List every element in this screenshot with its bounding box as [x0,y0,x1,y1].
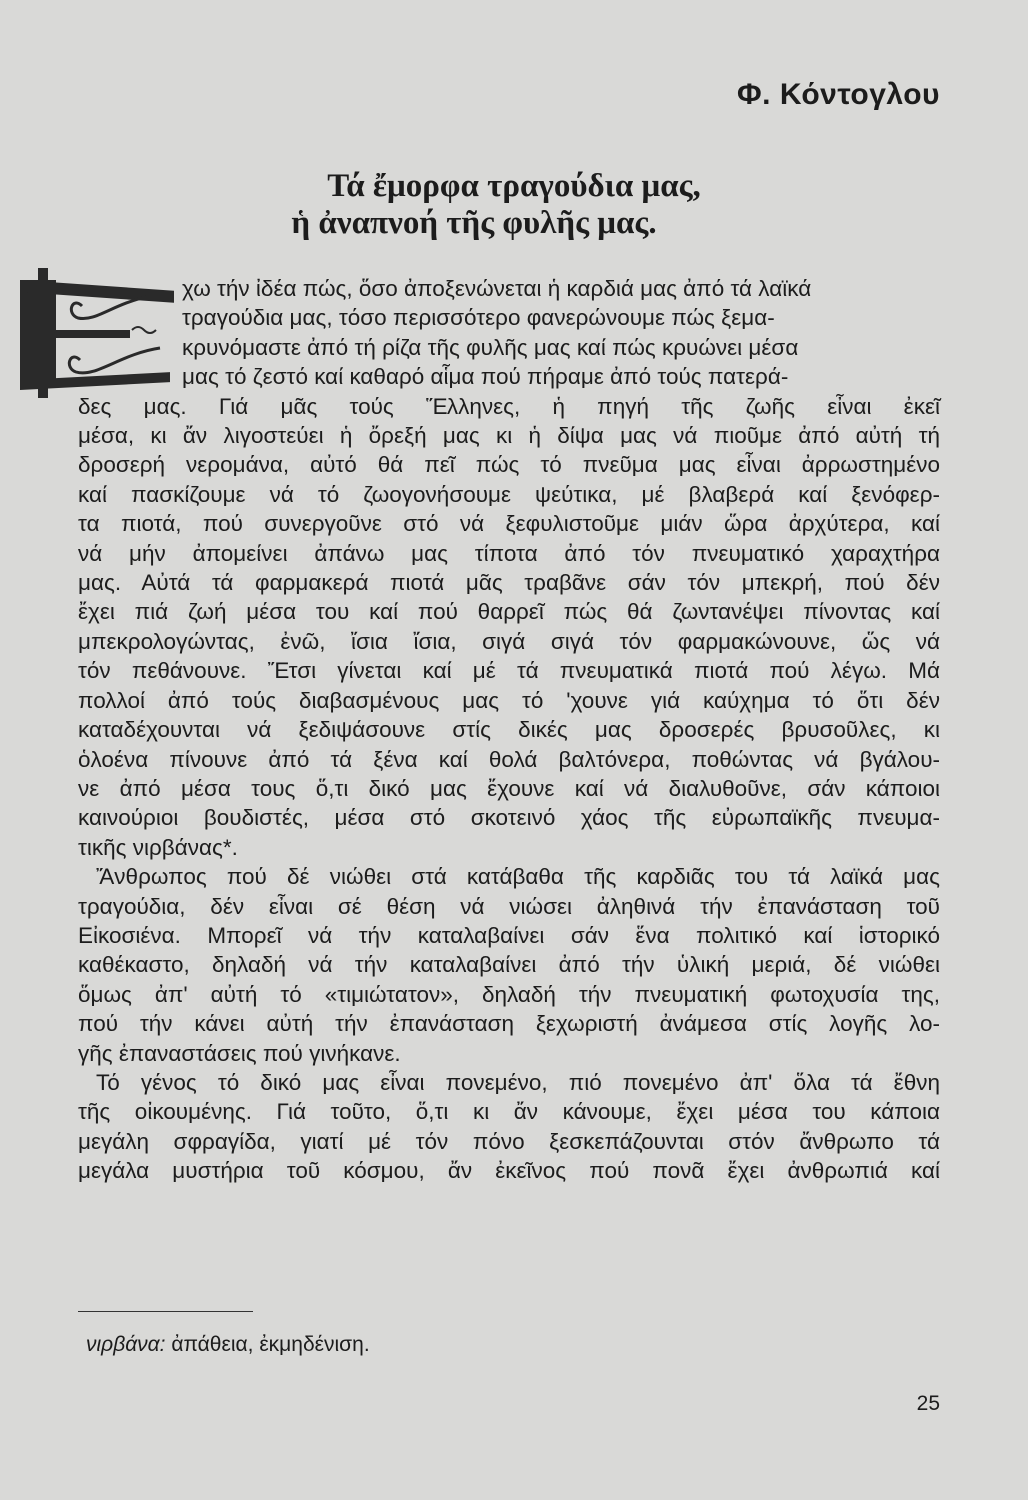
text-line: τραγούδια, δέν εἶναι σέ θέση νά νιώσει ἀληθινά τήν ἐπανάσταση τοῦ [78,893,940,919]
title-line-1: Τά ἔμορφα τραγούδια μας, [327,168,701,204]
text-line: πού τήν κάνει αὐτή τήν ἐπανάσταση ξεχωριστή ἀνάμεσα στίς λογῆς λο- [78,1011,940,1037]
text-line: κρυνόμαστε ἀπό τή ρίζα τῆς φυλῆς μας καί πώς κρυώνει μέσα [182,334,799,360]
text-line: ὅμως ἀπ' αὐτή τό «τιμιώτατον», δηλαδή τήν πνευματική φωτοχυσία της, [78,981,940,1007]
text-line: τα πιοτά, πού συνεργοῦνε στό νά ξεφυλιστοῦμε μιάν ὥρα ἀρχύτερα, καί [78,511,940,537]
title-line-2: ἡ ἀναπνοή τῆς φυλῆς μας. [291,205,657,241]
author-name: Φ. Κόντογλου [737,78,940,111]
text-line: δροσερή νερομάνα, αὐτό θά πεῖ πώς τό πνεῦμα μας εἶναι ἀρρωστημένο [78,452,940,478]
text-line: πολλοί ἀπό τούς διαβασμένους μας τό 'χουνε γιά καύχημα τό ὅτι δέν [78,687,940,713]
footnote [86,1333,370,1357]
text-line: Ἄνθρωπος πού δέ νιώθει στά κατάβαθα τῆς καρδιᾶς του τά λαϊκά μας [96,864,940,890]
text-line: Τό γένος τό δικό μας εἶναι πονεμένο, πιό πονεμένο ἀπ' ὅλα τά ἔθνη [96,1069,940,1095]
text-line: μας. Αὐτά τά φαρμακερά πιοτά μᾶς τραβᾶνε σάν τόν μπεκρή, πού δέν [78,570,940,596]
text-line: ἔχει πιά ζωή μέσα του καί πού θαρρεῖ πώς θά ζωντανέψει πίνοντας καί [78,599,940,625]
page-number: 25 [916,1392,940,1415]
text-line: μέσα, κι ἄν λιγοστεύει ἡ ὄρεξή μας κι ἡ δίψα μας νά πιοῦμε ἀπό αὐτή τή [78,423,940,449]
text-line: ὁλοένα πίνουνε ἀπό τά ξένα καί θολά βαλτόνερα, ποθώντας νά βγάλου- [78,746,940,772]
text-line: τόν πεθάνουνε. Ἔτσι γίνεται καί μέ τά πνευματικά πιοτά πού λέγω. Μά [78,658,940,684]
text-line: νά μήν ἀπομείνει ἀπάνω μας τίποτα ἀπό τόν πνευματικό χαραχτήρα [78,540,940,566]
text-line: καί πασκίζουμε νά τό ζωογονήσουμε ψεύτικα, μέ βλαβερά καί ξενόφερ- [78,481,940,507]
text-line: μεγάλα μυστήρια τοῦ κόσμου, ἄν ἐκεῖνος πού πονᾶ ἔχει ἀνθρωπιά καί [78,1158,940,1184]
footnote-divider [78,1311,253,1312]
text-line: μπεκρολογώντας, ἐνῶ, ἴσια ἴσια, σιγά σιγά τόν φαρμακώνουνε, ὥς νά [78,628,940,654]
footnote-term: νιρβάνα: [86,1333,166,1356]
text-line: τικῆς νιρβάνας*. [78,834,238,860]
text-line: τραγούδια μας, τόσο περισσότερο φανερώνουμε πώς ξεμα- [182,305,775,331]
text-line: γῆς ἐπαναστάσεις πού γινήκανε. [78,1040,401,1066]
drop-cap-letter: Ε [23,378,24,379]
text-line: Εἰκοσιένα. Μπορεῖ νά τήν καταλαβαίνει σάν ἕνα πολιτικό καί ἱστορικό [78,922,940,948]
text-line: μεγάλη σφραγίδα, γιατί μέ τόν πόνο ξεσκεπάζουνται στόν ἄνθρωπο τά [78,1128,940,1154]
text-line: τῆς οἰκουμένης. Γιά τοῦτο, ὅ,τι κι ἄν κάνουμε, ἔχει μέσα του κάποια [78,1099,940,1125]
text-line: καθέκαστο, δηλαδή νά τήν καταλαβαίνει ἀπό τήν ὑλική μεριά, δέ νιώθει [78,952,940,978]
text-line: δες μας. Γιά μᾶς τούς Ἕλληνες, ἡ πηγή τῆς ζωῆς εἶναι ἐκεῖ [78,393,940,419]
text-line: καταδέχουνται νά ξεδιψάσουνε στίς δικές μας δροσερές βρυσοῦλες, κι [78,717,940,743]
text-line: νε ἀπό μέσα τους ὅ,τι δικό μας ἔχουνε καί νά διαλυθοῦνε, σάν κάποιοι [78,775,940,801]
footnote-definition: ἀπάθεια, ἐκμηδένιση. [171,1333,370,1356]
text-line: μας τό ζεστό καί καθαρό αἷμα πού πήραμε ἀπό τούς πατερά- [182,364,789,390]
text-line: καινούριοι βουδιστές, μέσα στό σκοτεινό χάος τῆς εὐρωπαϊκῆς πνευμα- [78,805,940,831]
body-text [78,274,940,1186]
text-line: χω τήν ἰδέα πώς, ὅσο ἀποξενώνεται ἡ καρδιά μας ἀπό τά λαϊκά [182,276,812,301]
chapter-title [0,168,1028,242]
